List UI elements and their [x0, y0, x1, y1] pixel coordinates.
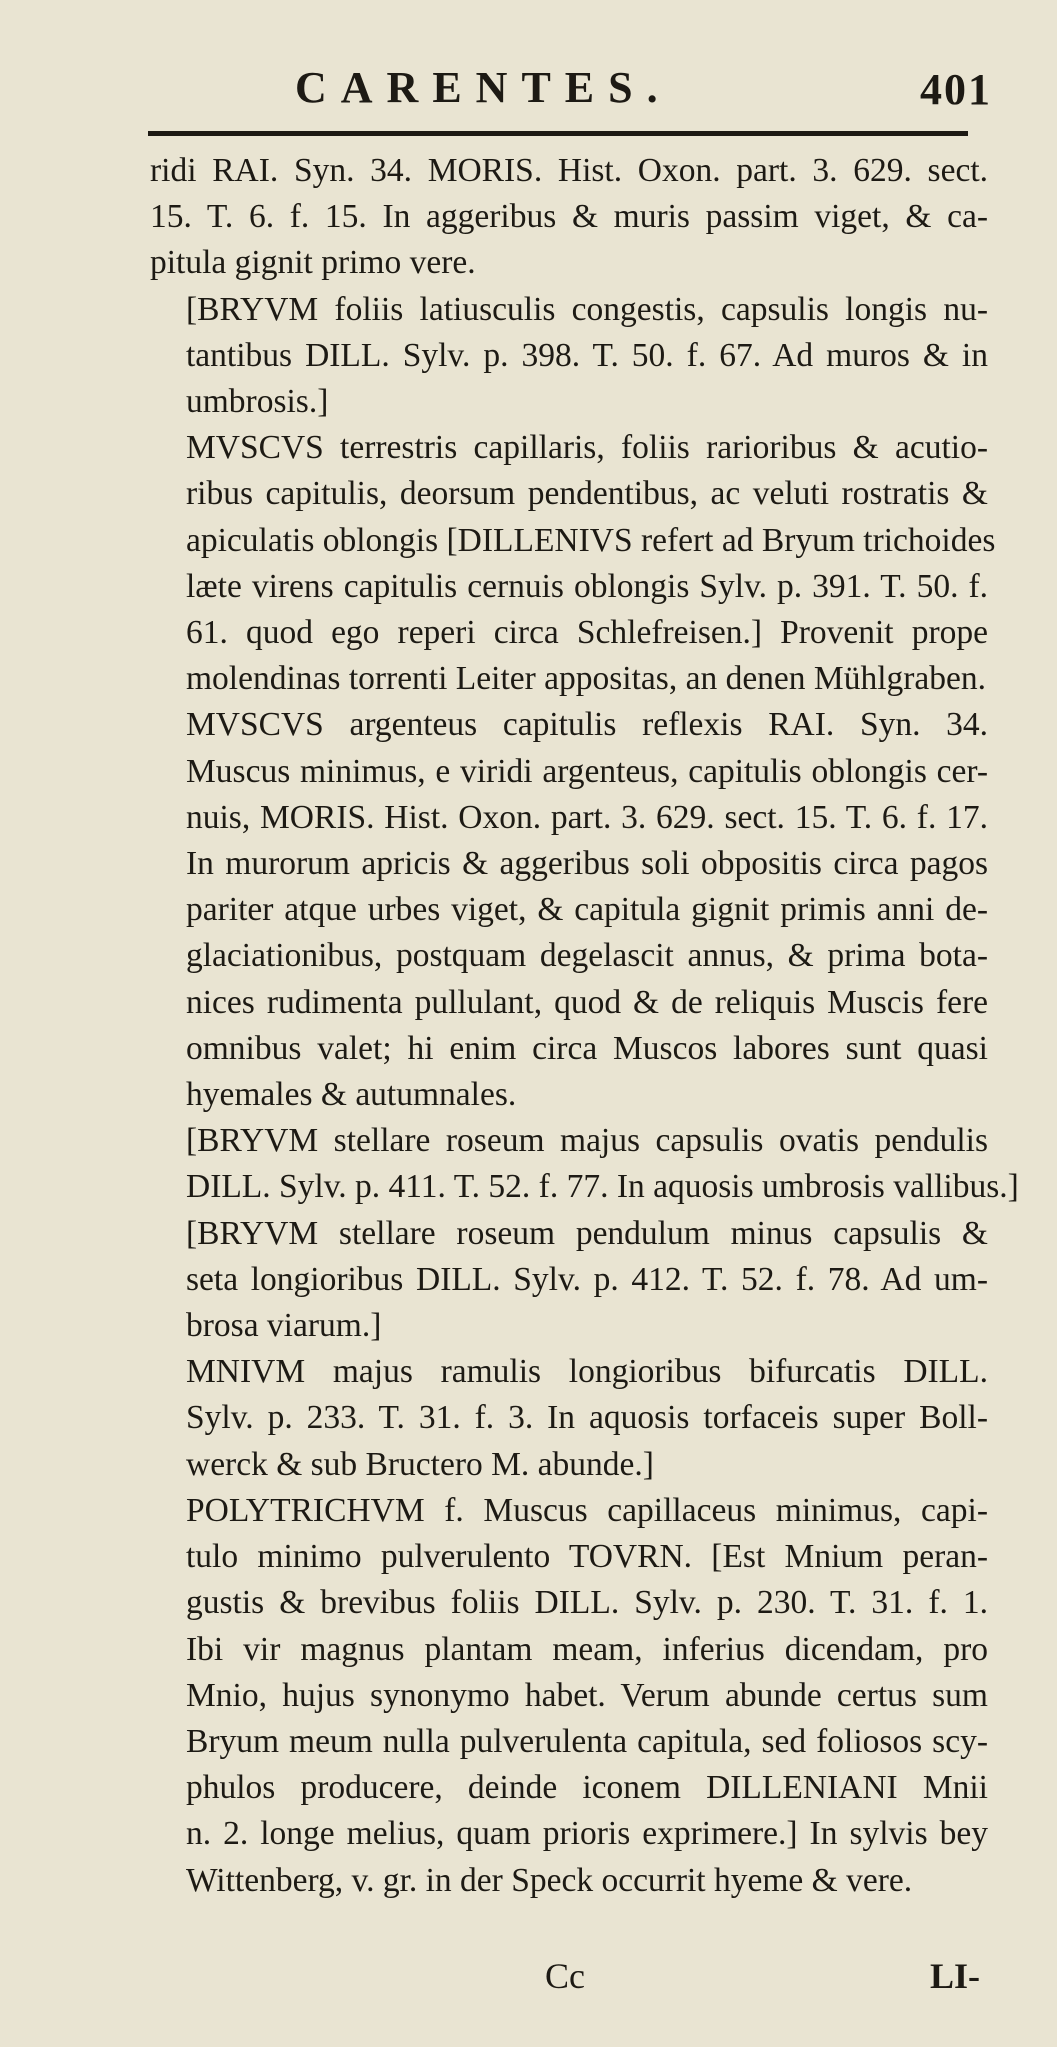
- text-line: Mnio, hujus synonymo habet. Verum abunde certus sum: [186, 1676, 988, 1714]
- paragraph: [150, 1211, 988, 1350]
- page-footer: [0, 1955, 1057, 2005]
- paragraph: [150, 148, 988, 287]
- text-line: brosa viarum.]: [186, 1307, 382, 1345]
- text-line: MVSCVS terrestris capillaris, foliis rarioribus & acutio-: [186, 429, 988, 467]
- header-rule: [148, 131, 968, 136]
- signature-mark: Cc: [545, 1956, 585, 1996]
- page-header: [0, 62, 1057, 132]
- text-line: Wittenberg, v. gr. in der Speck occurrit hyeme & vere.: [186, 1861, 913, 1899]
- text-line: MNIVM majus ramulis longioribus bifurcatis DILL.: [186, 1353, 988, 1391]
- text-line: 61. quod ego reperi circa Schlefreisen.] Provenit prope: [186, 614, 988, 652]
- text-line: nices rudimenta pullulant, quod & de reliquis Muscis fere: [186, 983, 988, 1021]
- text-line: glaciationibus, postquam degelascit annus, & prima bota-: [186, 937, 988, 975]
- paragraph: [150, 1349, 988, 1488]
- text-line: n. 2. longe melius, quam prioris exprimere.] In sylvis bey: [186, 1815, 988, 1853]
- text-line: [BRYVM foliis latiusculis congestis, capsulis longis nu-: [186, 290, 988, 328]
- text-line: [BRYVM stellare roseum majus capsulis ovatis pendulis: [186, 1122, 988, 1160]
- text-line: DILL. Sylv. p. 411. T. 52. f. 77. In aquosis umbrosis vallibus.]: [186, 1168, 1019, 1206]
- text-line: Ibi vir magnus plantam meam, inferius dicendam, pro: [186, 1630, 988, 1668]
- text-line: hyemales & autumnales.: [186, 1076, 517, 1114]
- text-line: POLYTRICHVM f. Muscus capillaceus minimus, capi-: [186, 1491, 988, 1529]
- text-line: phulos producere, deinde iconem DILLENIANI Mnii: [186, 1769, 988, 1807]
- paragraph: [150, 702, 988, 1118]
- text-line: læte virens capitulis cernuis oblongis Sylv. p. 391. T. 50. f.: [186, 567, 988, 605]
- text-line: gustis & brevibus foliis DILL. Sylv. p. 230. T. 31. f. 1.: [186, 1584, 988, 1622]
- paragraph: [150, 1488, 988, 1904]
- page-number: 401: [920, 65, 992, 114]
- text-line: 15. T. 6. f. 15. In aggeribus & muris passim viget, & ca-: [150, 198, 988, 236]
- body-text: [150, 148, 1019, 1904]
- text-line: umbrosis.]: [186, 383, 329, 421]
- text-line: omnibus valet; hi enim circa Muscos labores sunt quasi: [186, 1029, 988, 1067]
- text-line: apiculatis oblongis [DILLENIVS refert ad Bryum trichoides: [186, 521, 996, 559]
- text-line: pitula gignit primo vere.: [150, 244, 476, 282]
- paragraph: [150, 425, 996, 702]
- text-line: tulo minimo pulverulento TOVRN. [Est Mnium peran-: [186, 1538, 988, 1576]
- paragraph: [150, 1118, 1019, 1210]
- paragraph: [150, 287, 988, 426]
- running-head: CARENTES.: [295, 63, 672, 112]
- text-line: In murorum apricis & aggeribus soli obpositis circa pagos: [186, 845, 988, 883]
- text-line: tantibus DILL. Sylv. p. 398. T. 50. f. 67. Ad muros & in: [186, 336, 988, 374]
- text-line: seta longioribus DILL. Sylv. p. 412. T. 52. f. 78. Ad um-: [186, 1260, 988, 1298]
- text-line: nuis, MORIS. Hist. Oxon. part. 3. 629. sect. 15. T. 6. f. 17.: [186, 798, 988, 836]
- text-line: MVSCVS argenteus capitulis reflexis RAI. Syn. 34.: [186, 706, 988, 744]
- text-line: ribus capitulis, deorsum pendentibus, ac veluti rostratis &: [186, 475, 988, 513]
- catchword: LI-: [930, 1956, 981, 1996]
- text-line: Sylv. p. 233. T. 31. f. 3. In aquosis torfaceis super Boll-: [186, 1399, 988, 1437]
- text-line: Muscus minimus, e viridi argenteus, capitulis oblongis cer-: [186, 752, 988, 790]
- text-line: Bryum meum nulla pulverulenta capitula, sed foliosos scy-: [186, 1722, 988, 1760]
- text-line: pariter atque urbes viget, & capitula gignit primis anni de-: [186, 891, 988, 929]
- text-line: [BRYVM stellare roseum pendulum minus capsulis &: [186, 1214, 988, 1252]
- text-line: molendinas torrenti Leiter appositas, an denen Mühlgraben.: [186, 660, 987, 698]
- text-line: werck & sub Bructero M. abunde.]: [186, 1445, 654, 1483]
- text-line: ridi RAI. Syn. 34. MORIS. Hist. Oxon. part. 3. 629. sect.: [150, 152, 988, 189]
